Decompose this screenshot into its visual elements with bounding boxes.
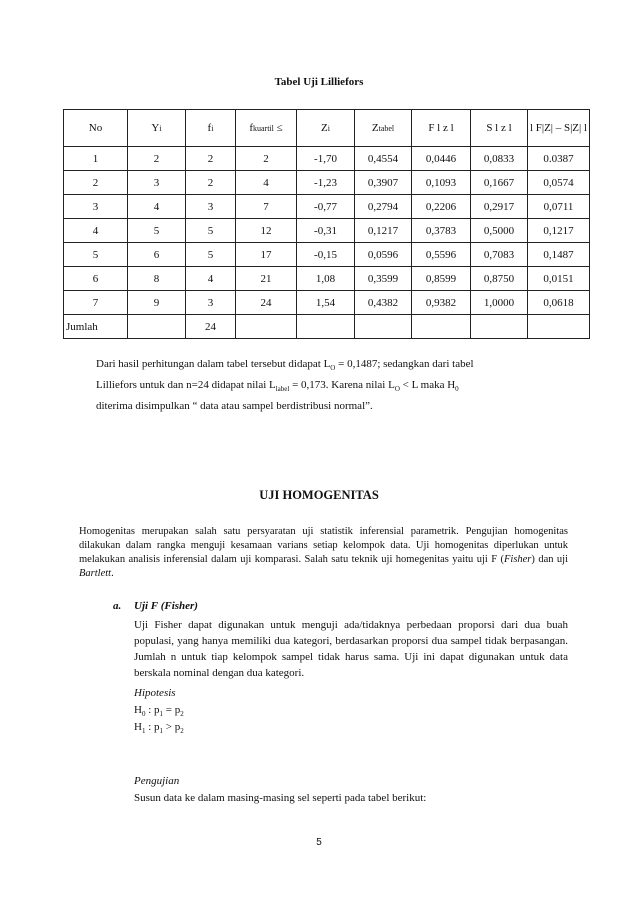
hypothesis-label: Hipotesis [134,687,176,699]
header-no: No [64,110,128,147]
table-row [64,195,590,219]
cell-no: 1 [64,147,128,171]
cell-ztabel: 0,2794 [355,195,412,219]
header-yi: Yi [128,110,186,147]
lilliefors-table [63,109,590,339]
cell-ztabel: 0,0596 [355,243,412,267]
hypothesis-h0: $H_0$ : $p_1 = p_2$ [134,704,184,719]
conclusion-line-2: Lilliefors untuk dan n=24 didapat nilai $L_{label} = 0,173$. Karena nilai $L_O < L$ maka $H_0$ [96,379,459,394]
hypothesis-h1: $H_1$ : $p_1 > p_2$ [134,721,184,736]
cell-yi: 2 [128,147,186,171]
cell-ztabel: 0,4554 [355,147,412,171]
conclusion-paragraph [96,354,568,417]
cell-sz: 0,5000 [471,219,528,243]
cell-fz: 0,9382 [412,291,471,315]
cell-yi: 6 [128,243,186,267]
cell-fi: 4 [186,267,236,291]
cell-sz: 0,1667 [471,171,528,195]
cell-sz: 1,0000 [471,291,528,315]
table-row [64,267,590,291]
cell-fkuartil: 12 [236,219,297,243]
cell-empty [297,315,355,339]
conclusion-line-3: diterima disimpulkan “ data atau sampel berdistribusi normal”. [96,400,373,412]
header-fkuartil: fkuartil ≤ [236,110,297,147]
header-difference: l F|Z| – S|Z| l [528,110,590,147]
cell-difference: 0,1217 [528,219,590,243]
cell-zi: -0,77 [297,195,355,219]
cell-ztabel: 0,3907 [355,171,412,195]
cell-fz: 0,0446 [412,147,471,171]
cell-ztabel: 0,4382 [355,291,412,315]
cell-no: 7 [64,291,128,315]
table-row [64,171,590,195]
cell-zi: -1,23 [297,171,355,195]
cell-yi: 9 [128,291,186,315]
cell-fz: 0,5596 [412,243,471,267]
cell-yi: 4 [128,195,186,219]
cell-sz: 0,8750 [471,267,528,291]
cell-fi: 5 [186,243,236,267]
cell-empty [355,315,412,339]
table-row [64,147,590,171]
cell-fkuartil: 7 [236,195,297,219]
cell-fkuartil: 2 [236,147,297,171]
cell-no: 5 [64,243,128,267]
header-fz: F l z l [412,110,471,147]
cell-difference: 0,0618 [528,291,590,315]
header-sz: S l z l [471,110,528,147]
table-header-row [64,110,590,147]
cell-fz: 0,8599 [412,267,471,291]
cell-ztabel: 0,3599 [355,267,412,291]
table-title: Tabel Uji Lilliefors [274,76,364,88]
cell-difference: 0,0574 [528,171,590,195]
cell-yi: 8 [128,267,186,291]
cell-fz: 0,3783 [412,219,471,243]
cell-zi: -1,70 [297,147,355,171]
cell-total-label: Jumlah [64,315,128,339]
cell-fkuartil: 24 [236,291,297,315]
header-zi: Zi [297,110,355,147]
table-total-row [64,315,590,339]
cell-empty [471,315,528,339]
cell-fi: 5 [186,219,236,243]
pengujian-block [134,773,426,807]
cell-fi: 2 [186,147,236,171]
pengujian-text: Susun data ke dalam masing-masing sel seperti pada tabel berikut: [134,792,427,804]
cell-difference: 0,0711 [528,195,590,219]
cell-fkuartil: 4 [236,171,297,195]
conclusion-line-1: Dari hasil perhitungan dalam tabel tersebut didapat $L_O = 0,1487$; sedangkan dari tabel [96,358,474,373]
cell-sz: 0,2917 [471,195,528,219]
cell-sz: 0,0833 [471,147,528,171]
cell-zi: 1,54 [297,291,355,315]
cell-fkuartil: 17 [236,243,297,267]
cell-fkuartil: 21 [236,267,297,291]
cell-no: 6 [64,267,128,291]
cell-fz: 0,2206 [412,195,471,219]
cell-yi: 5 [128,219,186,243]
cell-difference: 0,0151 [528,267,590,291]
cell-empty [128,315,186,339]
cell-zi: -0,15 [297,243,355,267]
cell-no: 3 [64,195,128,219]
page-number: 5 [316,837,322,848]
cell-sz: 0,7083 [471,243,528,267]
cell-empty [412,315,471,339]
cell-empty [236,315,297,339]
table-row [64,243,590,267]
cell-zi: 1,08 [297,267,355,291]
cell-fi: 3 [186,291,236,315]
cell-no: 4 [64,219,128,243]
section-title: UJI HOMOGENITAS [259,488,379,502]
cell-fi: 3 [186,195,236,219]
cell-fi: 2 [186,171,236,195]
cell-empty [528,315,590,339]
cell-ztabel: 0,1217 [355,219,412,243]
subsection-a-heading: a. Uji F (Fisher) [113,600,198,612]
cell-zi: -0,31 [297,219,355,243]
table-row [64,291,590,315]
fisher-description-paragraph: Uji Fisher dapat digunakan untuk menguji ada/tidaknya perbedaan proporsi dari dua buah populasi, yang hanya memiliki dua kategori, berdasarkan proporsi dua sampel tidak berpasangan. Jumlah n untuk tiap kelompok sampel tidak harus sama. Uji ini dapat digunakan untuk data berskala nominal dengan dua kategori. [134,619,568,679]
hypothesis-block [134,685,184,736]
cell-difference: 0.0387 [528,147,590,171]
table-row [64,219,590,243]
cell-total-fi: 24 [186,315,236,339]
header-ztabel: Ztabel [355,110,412,147]
homogeneity-intro-paragraph: Homogenitas merupakan salah satu persyaratan uji statistik inferensial parametrik. Pengujian homogenitas dilakukan dalam rangka menguji kesamaan varians setiap kelompok data. Uji homogenitas diperlukan untuk melakukan analisis inferensial dalam uji komparasi. Salah satu teknik uji homegenitas yaitu uji F (Fisher) dan uji Bartlett. [79,526,568,579]
cell-no: 2 [64,171,128,195]
cell-difference: 0,1487 [528,243,590,267]
pengujian-label: Pengujian [134,775,180,787]
cell-yi: 3 [128,171,186,195]
cell-fz: 0,1093 [412,171,471,195]
header-fi: fi [186,110,236,147]
